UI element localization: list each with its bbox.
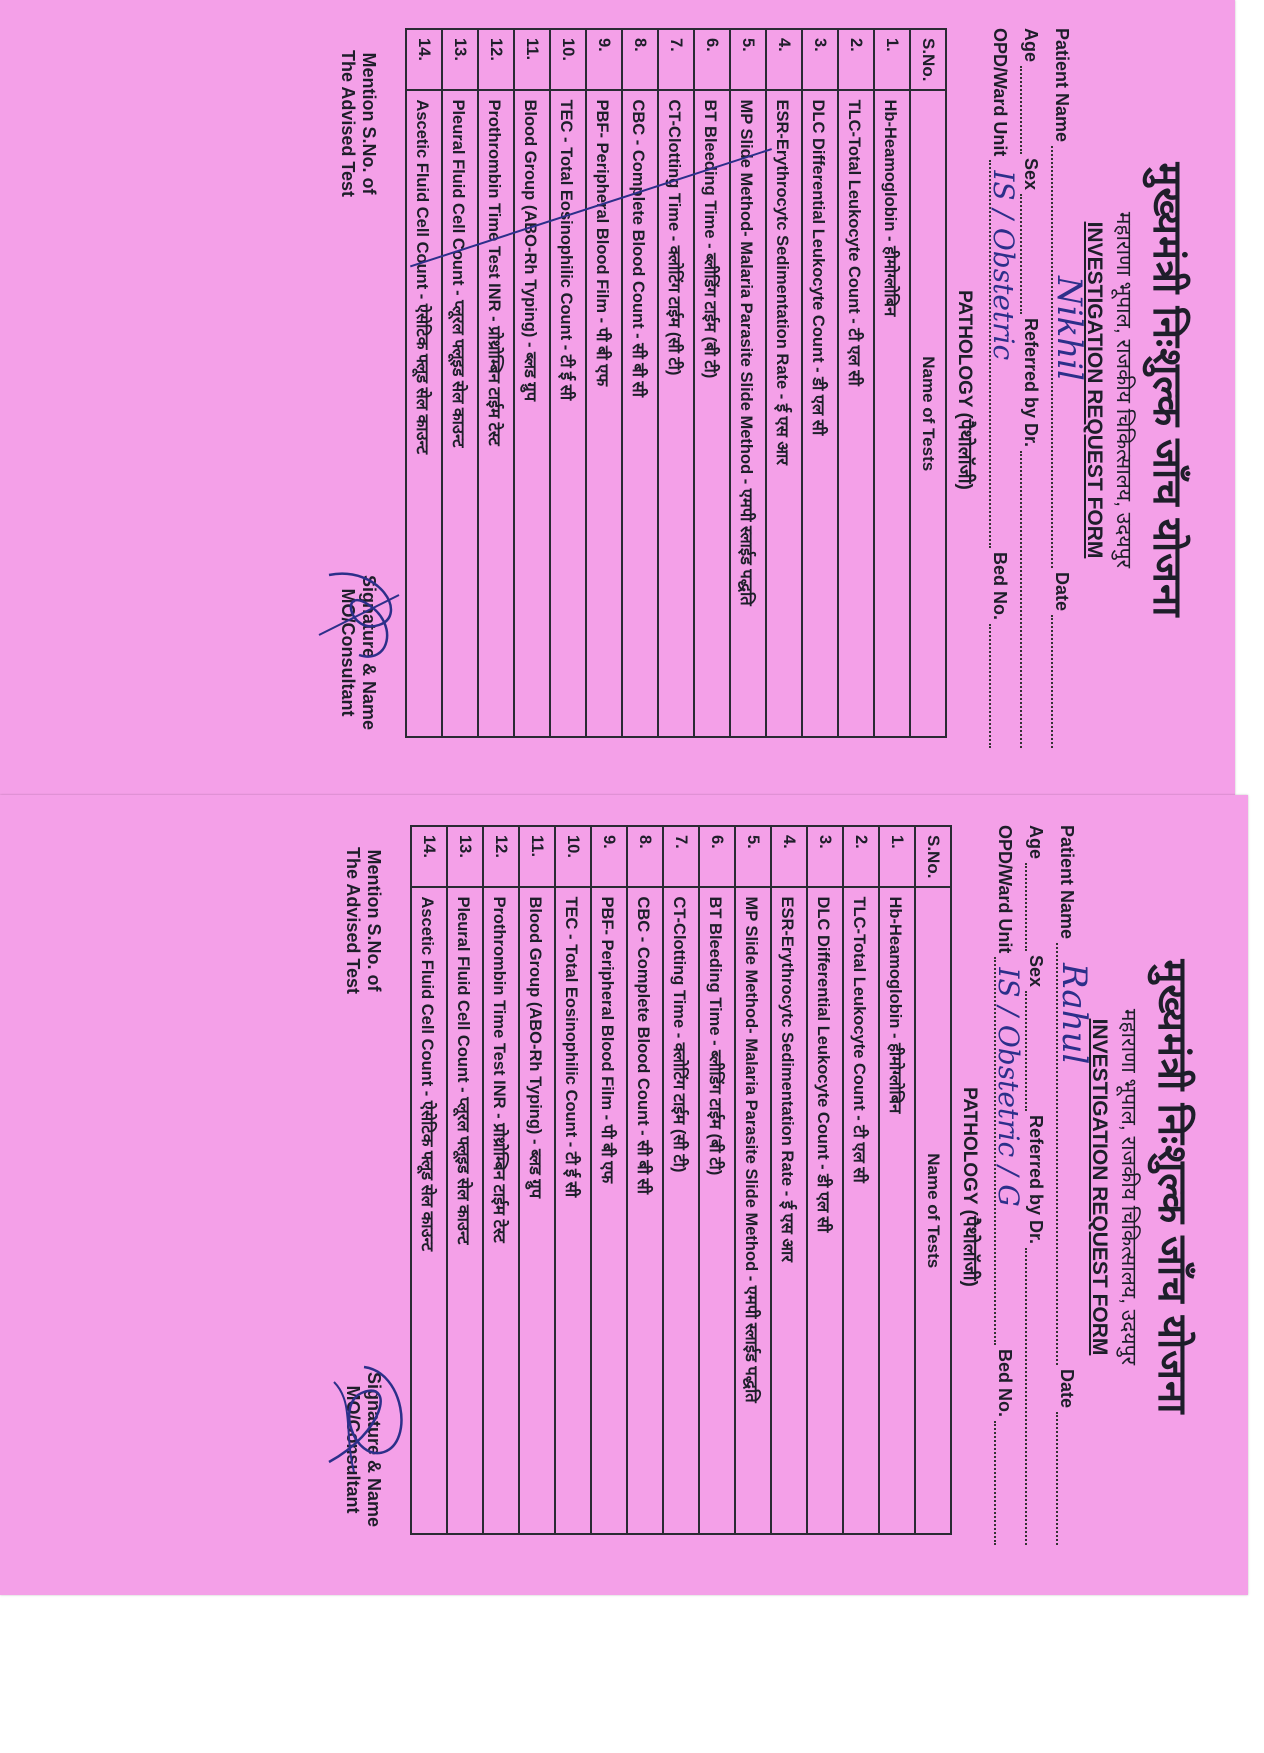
date-line xyxy=(1056,1412,1074,1545)
section-title: PATHOLOGY (पैथोलॉजी) xyxy=(959,1087,980,1287)
mention-line-1: Mention S.No. of xyxy=(359,52,379,195)
test-name: BT Bleeding Time - ब्लीडिंग टाईम (बी टी) xyxy=(699,887,735,1534)
date-line xyxy=(1051,615,1069,748)
referred-by-label: Referred by Dr. xyxy=(1026,1115,1046,1245)
test-sno: 10. xyxy=(550,29,586,90)
table-header-row xyxy=(915,826,951,1534)
table-row xyxy=(802,29,838,737)
age-label: Age xyxy=(1021,28,1041,63)
age-line xyxy=(1020,66,1038,154)
referred-by-field[interactable] xyxy=(1025,1115,1046,1549)
age-line xyxy=(1025,863,1043,951)
test-sno: 6. xyxy=(694,29,730,90)
col-sno: S.No. xyxy=(910,29,946,90)
test-sno: 8. xyxy=(622,29,658,90)
test-sno: 4. xyxy=(766,29,802,90)
investigation-form xyxy=(10,807,1210,1567)
table-row xyxy=(447,826,483,1534)
opd-line xyxy=(992,957,1025,1345)
test-sno: 5. xyxy=(730,29,766,90)
date-field[interactable] xyxy=(1051,572,1072,752)
test-sno: 9. xyxy=(586,29,622,90)
table-row xyxy=(735,826,771,1534)
sex-label: Sex xyxy=(1026,955,1046,988)
bed-field[interactable] xyxy=(994,1349,1015,1549)
bed-field[interactable] xyxy=(989,552,1010,752)
form-slip-top xyxy=(0,0,1235,795)
table-row xyxy=(514,29,550,737)
col-test-name: Name of Tests xyxy=(910,90,946,737)
test-name: DLC Differential Leukocyte Count - डी एल सी xyxy=(802,90,838,737)
test-name: BT Bleeding Time - ब्लीडिंग टाईम (बी टी) xyxy=(694,90,730,737)
col-sno: S.No. xyxy=(915,826,951,887)
table-row xyxy=(658,29,694,737)
age-field[interactable] xyxy=(1020,28,1041,158)
patient-name-line xyxy=(1054,943,1094,1365)
opd-row xyxy=(987,10,1020,770)
test-name: Prothrombin Time Test INR - प्रोथ्रोम्बिन टाईम टेस्ट xyxy=(478,90,514,737)
test-name: TEC - Total Eosinophilic Count - टी ई सी xyxy=(550,90,586,737)
patient-name-handwriting: Nikhil xyxy=(1049,276,1089,381)
test-name: CBC - Complete Blood Count - सी बी सी xyxy=(627,887,663,1534)
bed-line xyxy=(994,1421,1012,1545)
signature-line-1: Signature & Name xyxy=(359,574,379,730)
test-name: TEC - Total Eosinophilic Count - टी ई सी xyxy=(555,887,591,1534)
test-sno: 12. xyxy=(483,826,519,887)
table-row xyxy=(627,826,663,1534)
bed-label: Bed No. xyxy=(990,552,1010,621)
scheme-title: मुख्यमंत्री निःशुल्क जाँच योजना xyxy=(1150,959,1194,1415)
referred-by-line xyxy=(1025,1248,1043,1545)
age-field[interactable] xyxy=(1025,825,1046,955)
table-header-row xyxy=(910,29,946,737)
table-row xyxy=(519,826,555,1534)
opd-label: OPD/Ward Unit xyxy=(995,825,1015,954)
test-name: DLC Differential Leukocyte Count - डी एल सी xyxy=(807,887,843,1534)
form-footer xyxy=(337,50,379,730)
opd-label: OPD/Ward Unit xyxy=(990,28,1010,157)
referred-by-label: Referred by Dr. xyxy=(1021,318,1041,448)
table-row xyxy=(879,826,915,1534)
test-name: Pleural Fluid Cell Count - प्लूरल फ्लूइड सेल काउन्ट xyxy=(447,887,483,1534)
col-test-name: Name of Tests xyxy=(915,887,951,1534)
test-sno: 2. xyxy=(843,826,879,887)
test-sno: 8. xyxy=(627,826,663,887)
test-name: MP Slide Method- Malaria Parasite Slide Method - एमपी स्लाईड पद्धति xyxy=(735,887,771,1534)
date-label: Date xyxy=(1057,1369,1077,1409)
section-title: PATHOLOGY (पैथोलॉजी) xyxy=(954,290,975,490)
patient-name-row xyxy=(1049,10,1089,770)
tests-table xyxy=(405,28,947,738)
patient-name-row xyxy=(1054,807,1094,1567)
age-label: Age xyxy=(1026,825,1046,860)
opd-handwriting: IS / Obstetric / G xyxy=(992,967,1025,1207)
opd-field[interactable] xyxy=(992,825,1025,1349)
date-label: Date xyxy=(1052,572,1072,612)
signature-mark xyxy=(314,1352,424,1482)
table-row xyxy=(874,29,910,737)
test-name: ESR-Erythrocytc Sedimentation Rate - ई एस आर xyxy=(766,90,802,737)
test-name: TLC-Total Leukocyte Count - टी एल सी xyxy=(838,90,874,737)
test-sno: 5. xyxy=(735,826,771,887)
test-sno: 14. xyxy=(411,826,447,887)
test-name: PBF- Peripheral Blood Film - पी बी एफ xyxy=(586,90,622,737)
mention-line-2: The Advised Test xyxy=(338,50,358,198)
test-name: ESR-Erythrocytc Sedimentation Rate - ई एस आर xyxy=(771,887,807,1534)
test-name: CT-Clotting Time - क्लोटिंग टाईम (सी टी) xyxy=(663,887,699,1534)
signature-line-2: MO/Consultant xyxy=(338,588,358,717)
test-sno: 6. xyxy=(699,826,735,887)
tests-body xyxy=(411,826,915,1534)
table-row xyxy=(550,29,586,737)
test-sno: 2. xyxy=(838,29,874,90)
test-name: Blood Group (ABO-Rh Typing) - ब्लड ग्रुप xyxy=(514,90,550,737)
test-name: Blood Group (ABO-Rh Typing) - ब्लड ग्रुप xyxy=(519,887,555,1534)
referred-by-field[interactable] xyxy=(1020,318,1041,752)
bed-label: Bed No. xyxy=(995,1349,1015,1418)
sex-field[interactable] xyxy=(1025,955,1046,1115)
referred-by-line xyxy=(1020,451,1038,748)
patient-name-label: Patient Name xyxy=(1057,825,1077,940)
test-name: CT-Clotting Time - क्लोटिंग टाईम (सी टी) xyxy=(658,90,694,737)
test-sno: 9. xyxy=(591,826,627,887)
table-row xyxy=(591,826,627,1534)
sex-line xyxy=(1020,194,1038,314)
table-row xyxy=(807,826,843,1534)
sex-label: Sex xyxy=(1021,158,1041,191)
test-name: Pleural Fluid Cell Count - प्लूरल फ्लूइड सेल काउन्ट xyxy=(442,90,478,737)
sex-line xyxy=(1025,991,1043,1111)
table-row xyxy=(478,29,514,737)
patient-name-line xyxy=(1049,146,1089,568)
table-row xyxy=(843,826,879,1534)
age-sex-row xyxy=(1020,10,1041,770)
test-sno: 3. xyxy=(807,826,843,887)
patient-name-field[interactable] xyxy=(1049,28,1089,572)
test-name: Hb-Heamoglobin - हीमोग्लोबिन xyxy=(874,90,910,737)
table-row xyxy=(555,826,591,1534)
test-sno: 13. xyxy=(442,29,478,90)
table-row xyxy=(699,826,735,1534)
table-row xyxy=(766,29,802,737)
tests-body xyxy=(406,29,910,737)
opd-field[interactable] xyxy=(987,28,1020,552)
test-sno: 7. xyxy=(663,826,699,887)
test-sno: 13. xyxy=(447,826,483,887)
form-footer xyxy=(342,847,384,1527)
table-row xyxy=(663,826,699,1534)
test-sno: 11. xyxy=(514,29,550,90)
table-row xyxy=(586,29,622,737)
signature-mark xyxy=(309,555,419,685)
tests-table xyxy=(410,825,952,1535)
table-row xyxy=(694,29,730,737)
test-sno: 11. xyxy=(519,826,555,887)
patient-name-field[interactable] xyxy=(1054,825,1094,1369)
hospital-name: महाराणा भूपाल, राजकीय चिकित्सालय, उदयपुर xyxy=(1112,211,1135,569)
test-sno: 14. xyxy=(406,29,442,90)
opd-handwriting: IS / Obstetric xyxy=(987,170,1020,361)
signature-line-2: MO/Consultant xyxy=(343,1385,363,1514)
test-sno: 1. xyxy=(879,826,915,887)
signature-block xyxy=(342,1372,384,1527)
tests-table-wrap xyxy=(405,10,947,770)
opd-line xyxy=(987,160,1020,548)
test-name: MP Slide Method- Malaria Parasite Slide Method - एमपी स्लाईड पद्धति xyxy=(730,90,766,737)
signature-block xyxy=(337,575,379,730)
table-row xyxy=(483,826,519,1534)
sex-field[interactable] xyxy=(1020,158,1041,318)
opd-row xyxy=(992,807,1025,1567)
age-sex-row xyxy=(1025,807,1046,1567)
test-name: Ascetic Fluid Cell Count - ऐसेटिक फ्लूड सेल काउन्ट xyxy=(406,90,442,737)
test-sno: 10. xyxy=(555,826,591,887)
table-row xyxy=(622,29,658,737)
table-row xyxy=(838,29,874,737)
test-name: Hb-Heamoglobin - हीमोग्लोबिन xyxy=(879,887,915,1534)
test-sno: 1. xyxy=(874,29,910,90)
mention-note xyxy=(337,50,379,197)
table-row xyxy=(771,826,807,1534)
test-sno: 3. xyxy=(802,29,838,90)
test-sno: 12. xyxy=(478,29,514,90)
table-row xyxy=(730,29,766,737)
mention-line-2: The Advised Test xyxy=(343,847,363,995)
form-title: INVESTIGATION REQUEST FORM xyxy=(1083,221,1106,559)
signature-line-1: Signature & Name xyxy=(364,1371,384,1527)
patient-name-handwriting: Rahul xyxy=(1054,963,1094,1065)
mention-note xyxy=(342,847,384,994)
bed-line xyxy=(989,624,1007,748)
test-sno: 7. xyxy=(658,29,694,90)
form-slip-bottom xyxy=(0,795,1248,1595)
investigation-form xyxy=(5,10,1205,770)
test-name: TLC-Total Leukocyte Count - टी एल सी xyxy=(843,887,879,1534)
date-field[interactable] xyxy=(1056,1369,1077,1549)
test-name: CBC - Complete Blood Count - सी बी सी xyxy=(622,90,658,737)
test-name: Ascetic Fluid Cell Count - ऐसेटिक फ्लूड सेल काउन्ट xyxy=(411,887,447,1534)
test-sno: 4. xyxy=(771,826,807,887)
scheme-title: मुख्यमंत्री निःशुल्क जाँच योजना xyxy=(1145,162,1189,618)
hospital-name: महाराणा भूपाल, राजकीय चिकित्सालय, उदयपुर xyxy=(1117,1008,1140,1366)
form-title: INVESTIGATION REQUEST FORM xyxy=(1088,1018,1111,1356)
patient-name-label: Patient Name xyxy=(1052,28,1072,143)
mention-line-1: Mention S.No. of xyxy=(364,849,384,992)
test-name: Prothrombin Time Test INR - प्रोथ्रोम्बिन टाईम टेस्ट xyxy=(483,887,519,1534)
table-row xyxy=(442,29,478,737)
test-name: PBF- Peripheral Blood Film - पी बी एफ xyxy=(591,887,627,1534)
